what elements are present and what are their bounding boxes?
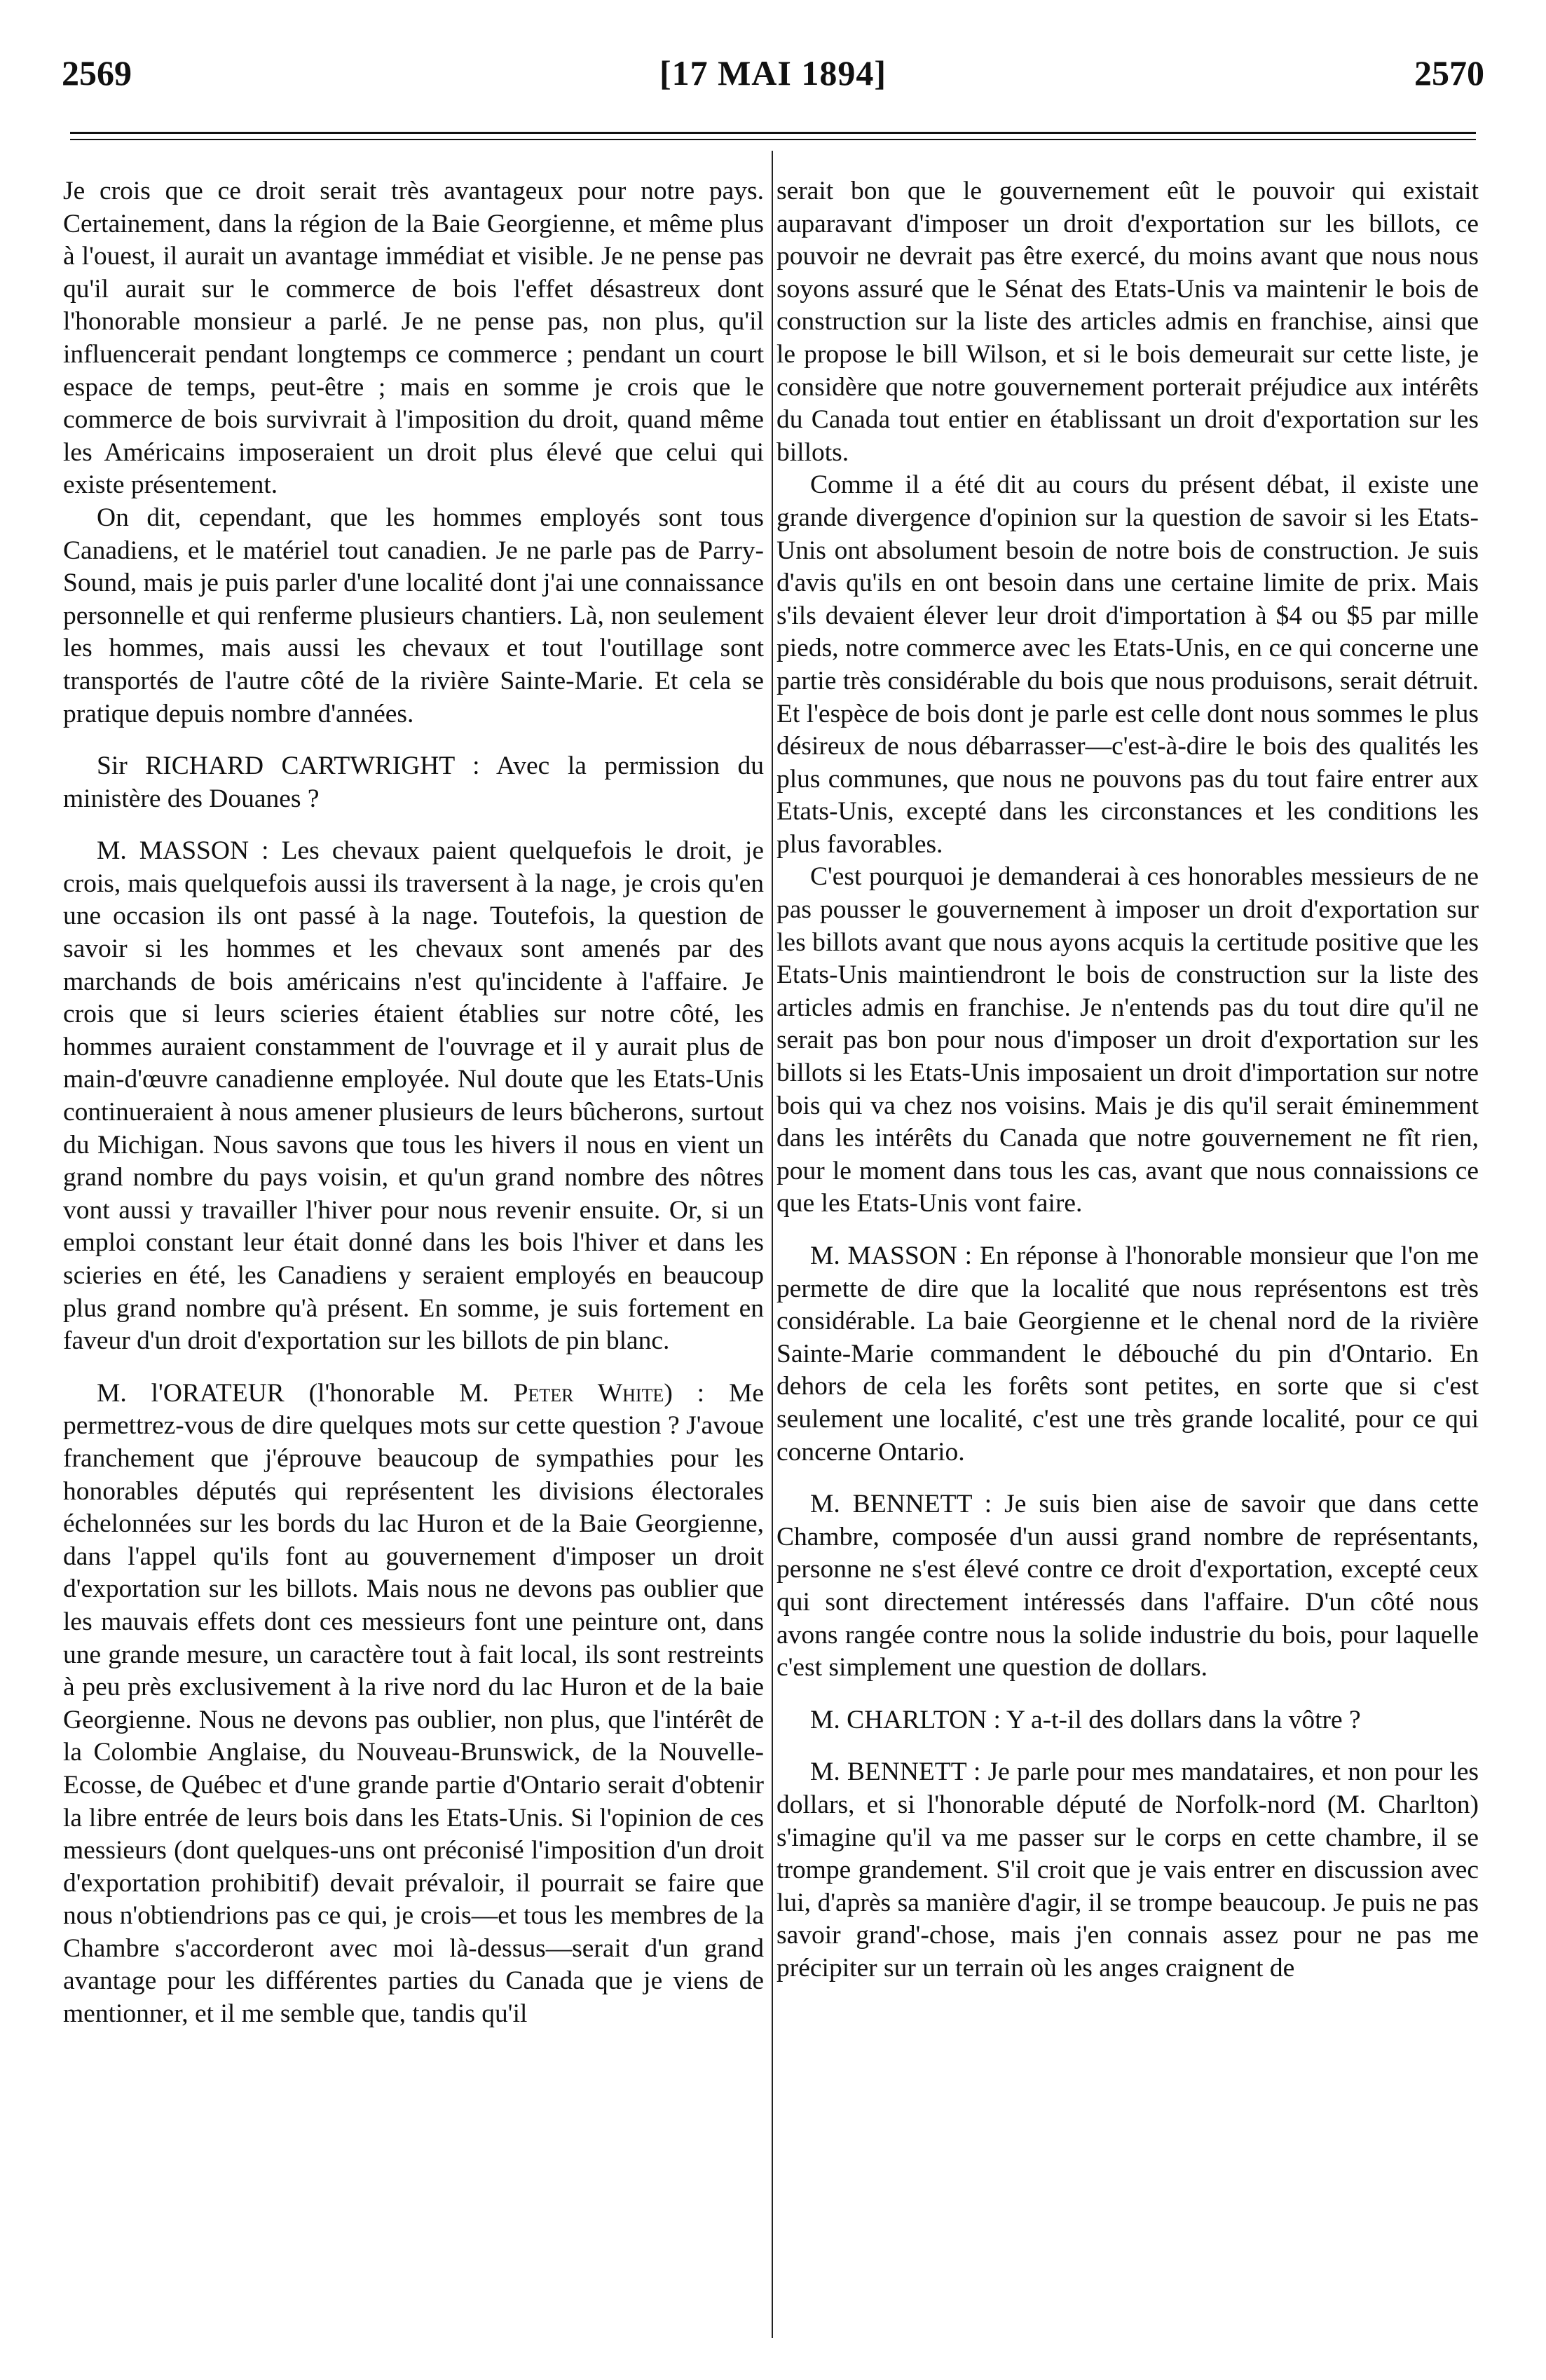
speech (63, 835, 764, 1358)
speaker-name: M. BENNETT : (810, 1490, 992, 1519)
speaker-name: M. CHARLTON : (810, 1705, 1001, 1734)
speaker-name: M. l'ORATEUR (97, 1378, 285, 1408)
speaker-fullname: Peter White (513, 1378, 664, 1408)
speaker-paren: (l'honorable M. (284, 1378, 514, 1408)
speech-text: En réponse à l'honorable monsieur que l'on me permette de dire que la localité que nous représentons est très considérable. La baie Georgienne et le chenal nord de la rivière Sainte-Marie commandent le débouché du pin d'Ontario. En dehors de cela les forêts sont petites, en sorte que si c'est seulement une localité, c'est une très grande localité, pour ce qui concerne Ontario. (777, 1242, 1479, 1467)
speech (777, 1240, 1479, 1469)
speech (777, 1704, 1479, 1737)
paragraph: Comme il a été dit au cours du présent débat, il existe une grande divergence d'opinion sur la question de savoir si les Etats-Unis ont absolument besoin de notre bois de construction. Je suis d'avis qu'ils en ont besoin dans une certaine limite de prix. Mais s'ils devaient élever leur droit d'importation à $4 ou $5 par mille pieds, notre commerce avec les Etats-Unis, en ce qui concerne une partie très considérable du bois que nous produisons, serait détruit. Et l'espèce de bois dont je parle est celle dont nous sommes le plus désireux de nous débarrasser—c'est-à-dire le bois des qualités les plus communes, que nous ne pouvons pas du tout faire entrer aux Etats-Unis, excepté dans les circonstances et les conditions les plus favorables. (777, 470, 1479, 859)
speech (777, 1756, 1479, 1985)
page-number-left: 2569 (62, 53, 132, 93)
left-column (63, 175, 764, 2348)
page-number-right: 2570 (1414, 53, 1484, 93)
header-date: [17 MAI 1894] (659, 53, 887, 93)
speaker-name: Sir RICHARD CARTWRIGHT : (97, 752, 480, 781)
paragraph: On dit, cependant, que les hommes employés sont tous Canadiens, et le matériel tout canadien. Je ne parle pas de Parry-Sound, mais je puis parler d'une localité dont j'ai une connaissance personnelle et qui renferme plusieurs chantiers. Là, non seulement les hommes, mais aussi les chevaux et tout l'outillage sont transportés de l'autre côté de la rivière Sainte-Marie. Et cela se pratique depuis nombre d'années. (63, 503, 764, 728)
speech (777, 1488, 1479, 1685)
page-header (62, 45, 1484, 101)
speech-text: Avec la permission du ministère des Douanes ? (63, 752, 764, 813)
speech-text: Y a-t-il des dollars dans la vôtre ? (1000, 1705, 1361, 1734)
header-rule-top (70, 132, 1476, 134)
speech-text: Je parle pour mes mandataires, et non pour les dollars, et si l'honorable député de Norfolk-nord (M. Charlton) s'imagine qu'il va me passer sur le corps en cette chambre, il se trompe grandement. S'il croit que je vais entrer en discussion avec lui, d'après sa manière d'agir, il se trompe beaucoup. Je puis ne pas savoir grand'-chose, mais j'en connais assez pour ne pas me précipiter sur un terrain où les anges craignent de (777, 1757, 1479, 1983)
speech-text: Les chevaux paient quelquefois le droit, je crois, mais quelquefois aussi ils traversent à la nage, je crois qu'en une occasion ils ont passé à la nage. Toutefois, la question de savoir si les hommes et les chevaux sont amenés par des marchands de bois américains n'est qu'incidente à l'affaire. Je crois que si leurs scieries étaient établies sur notre côté, les hommes auraient constamment de l'ouvrage et il y aurait plus de main-d'œuvre canadienne employée. Nul doute que les Etats-Unis continueraient à nous amener plusieurs de leurs bûcherons, surtout du Michigan. Nous savons que tous les hivers il nous en vient un grand nombre du pays voisin, et qu'un grand nombre des nôtres vont aussi y travailler l'hiver pour nous revenir ensuite. Or, si un emploi constant leur était donné dans les bois l'hiver et dans les scieries en été, les Canadiens y seraient employés en beaucoup plus grand nombre qu'à présent. En somme, je suis fortement en faveur d'un droit d'exportation sur les billots de pin blanc. (63, 836, 764, 1356)
speaker-name: M. MASSON : (97, 836, 269, 866)
speech-text: Je suis bien aise de savoir que dans cette Chambre, composée d'un aussi grand nombre de représentants, personne ne s'est élevé contre ce droit d'exportation, excepté ceux qui sont directement intéressés dans l'affaire. D'un côté nous avons rangée contre nous la solide industrie du bois, pour laquelle c'est simplement une question de dollars. (777, 1490, 1479, 1682)
speech (63, 750, 764, 815)
speaker-paren-close: ) : (664, 1378, 705, 1408)
speech-text: Me permettrez-vous de dire quelques mots sur cette question ? J'avoue franchement que j'éprouve beaucoup de sympathies pour les honorables députés qui représentent les divisions électorales échelonnées sur les bords du lac Huron et de la Baie Georgienne, dans l'appel qu'ils font au gouvernement d'imposer un droit d'exportation sur les billots. Mais nous ne devons pas oublier que les mauvais effets dont ces messieurs font une peinture ont, dans une grande mesure, un caractère tout à fait local, ils sont restreints à peu près exclusivement à la rive nord du lac Huron et de la baie Georgienne. Nous ne devons pas oublier, non plus, que l'intérêt de la Colombie Anglaise, du Nouveau-Brunswick, de la Nouvelle-Ecosse, de Québec et d'une grande partie d'Ontario serait d'obtenir la libre entrée de leurs bois dans les Etats-Unis. Si l'opinion de ces messieurs (dont quelques-uns ont préconisé l'imposition d'un droit d'exportation prohibitif) devait prévaloir, il pourrait se faire que nous n'obtiendrions pas ce qui, je crois—et tous les membres de la Chambre s'accorderont avec moi là-dessus—serait d'un grand avantage pour les différentes parties du Canada que je viens de mentionner, et il me semble que, tandis qu'il (63, 1378, 764, 2029)
speaker-name: M. BENNETT : (810, 1757, 981, 1787)
paragraph: Je crois que ce droit serait très avantageux pour notre pays. Certainement, dans la région de la Baie Georgienne, et même plus à l'ouest, il aurait un avantage immédiat et visible. Je ne pense pas qu'il aurait sur le commerce de bois l'effet désastreux dont l'honorable monsieur a parlé. Je ne pense pas, non plus, qu'il influencerait pendant longtemps ce commerce ; pendant un court espace de temps, peut-être ; mais en somme je crois que le commerce de bois survivrait à l'imposition du droit, quand même les Américains imposeraient un droit plus élevé que celui qui existe présentement. (63, 177, 764, 500)
column-divider (772, 151, 773, 2338)
paragraph: C'est pourquoi je demanderai à ces honorables messieurs de ne pas pousser le gouvernement à imposer un droit d'exportation sur les billots avant que nous ayons acquis la certitude positive que les Etats-Unis maintiendront le bois de construction sur la liste des articles admis en franchise. Je n'entends pas du tout dire qu'il ne serait pas bon pour nous d'imposer un droit d'exportation sur les billots si les Etats-Unis imposaient un droit d'importation sur notre bois qui va chez nos voisins. Mais je dis qu'il serait éminemment dans les intérêts du Canada que notre gouvernement ne fît rien, pour le moment dans tous les cas, avant que nous connaissions ce que les Etats-Unis vont faire. (777, 862, 1479, 1218)
speech (63, 1378, 764, 2031)
speaker-name: M. MASSON : (810, 1242, 973, 1270)
right-column (777, 175, 1479, 2348)
paragraph: serait bon que le gouvernement eût le pouvoir qui existait auparavant d'imposer un droit d'exportation sur les billots, ce pouvoir ne devrait pas être exercé, du moins avant que nous nous soyons assuré que le Sénat des Etats-Unis va maintenir le bois de construction sur la liste des articles admis en franchise, ainsi que le propose le bill Wilson, et si le bois demeurait sur cette liste, je considère que notre gouvernement porterait préjudice aux intérêts du Canada tout entier en établissant un droit d'exportation sur les billots. (777, 177, 1479, 467)
header-rule-bottom (70, 139, 1476, 140)
